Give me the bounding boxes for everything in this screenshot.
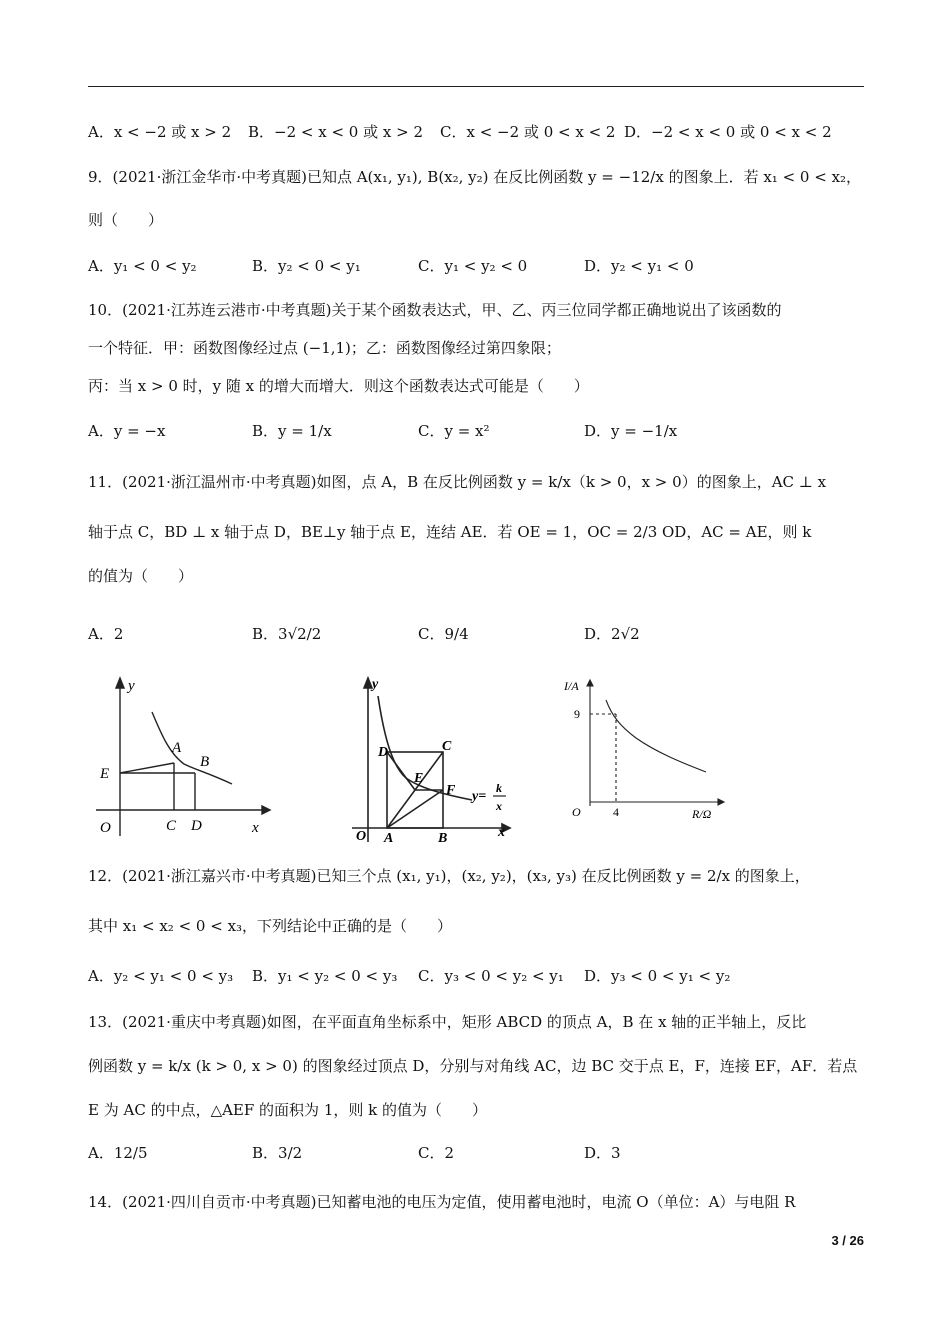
fig1-label-x: x (252, 820, 259, 836)
fig2-label-a: A (384, 831, 394, 846)
q11-option-a: A．2 (88, 625, 124, 643)
q13-line-2: 例函数 y = k/x (k > 0, x > 0) 的图象经过顶点 D，分别与对角线 AC，边 BC 交于点 E，F，连接 EF，AF．若点 (88, 1057, 858, 1075)
fig2-label-c: C (442, 739, 452, 754)
fig1-label-d: D (191, 818, 202, 834)
q12-option-a: A．y₂ < y₁ < 0 < y₃ (88, 967, 234, 985)
fig3-label-o: O (572, 805, 581, 819)
fig1-label-c: C (166, 818, 177, 834)
q10-option-a: A．y = −x (88, 422, 166, 440)
fig3-tick-9: 9 (574, 707, 580, 721)
fig2-fn-num: k (496, 781, 502, 795)
q11-line-2: 轴于点 C，BD ⊥ x 轴于点 D，BE⊥y 轴于点 E，连结 AE．若 OE = 1，OC = 2/3 OD，AC = AE，则 k (88, 523, 812, 541)
q8-option-d: D．−2 < x < 0 或 0 < x < 2 (624, 123, 832, 141)
q13-option-b: B．3/2 (252, 1144, 303, 1162)
q12-option-b: B．y₁ < y₂ < 0 < y₃ (252, 967, 398, 985)
fig1-label-a: A (172, 740, 182, 756)
figure-2-graph (348, 676, 516, 846)
q11-line-1: 11．(2021·浙江温州市·中考真题)如图，点 A，B 在反比例函数 y = k/x（k > 0，x > 0）的图象上，AC ⊥ x (88, 473, 827, 491)
figure-1-graph (92, 676, 272, 842)
q13-option-a: A．12/5 (88, 1144, 148, 1162)
q12-option-d: D．y₃ < 0 < y₁ < y₂ (584, 967, 731, 985)
q11-line-3: 的值为（ ） (88, 567, 194, 585)
fig2-label-f: F (446, 783, 456, 798)
q10-option-c: C．y = x² (418, 422, 490, 440)
q13-option-c: C．2 (418, 1144, 455, 1162)
fig1-label-e: E (100, 766, 110, 782)
q10-line-2: 一个特征．甲：函数图像经过点 (−1,1)；乙：函数图像经过第四象限； (88, 339, 561, 357)
fig2-label-b: B (438, 831, 448, 846)
q12-option-c: C．y₃ < 0 < y₂ < y₁ (418, 967, 564, 985)
fig2-label-x: x (498, 825, 505, 840)
fig3-label-x: R/Ω (692, 807, 712, 821)
q10-line-3: 丙：当 x > 0 时，y 随 x 的增大而增大．则这个函数表达式可能是（ ） (88, 377, 589, 395)
q10-line-1: 10．(2021·江苏连云港市·中考真题)关于某个函数表达式，甲、乙、丙三位同学都正确地说出了该函数的 (88, 301, 782, 319)
page-number: 3 / 26 (831, 1233, 864, 1248)
q9-stem-2: 则（ ） (88, 211, 164, 229)
fig3-label-y: I/A (564, 679, 579, 693)
q8-option-a: A．x < −2 或 x > 2 (88, 123, 232, 141)
q11-option-c: C．9/4 (418, 625, 469, 643)
q8-option-c: C．x < −2 或 0 < x < 2 (440, 123, 616, 141)
q14-line-1: 14．(2021·四川自贡市·中考真题)已知蓄电池的电压为定值，使用蓄电池时，电流 O（单位：A）与电阻 R (88, 1193, 796, 1211)
q11-option-d: D．2√2 (584, 625, 640, 643)
fig2-label-o: O (356, 829, 367, 844)
q11-option-b: B．3√2/2 (252, 625, 322, 643)
q13-line-1: 13．(2021·重庆中考真题)如图，在平面直角坐标系中，矩形 ABCD 的顶点 A，B 在 x 轴的正半轴上，反比 (88, 1013, 807, 1031)
q9-option-b: B．y₂ < 0 < y₁ (252, 257, 361, 275)
fig2-label-d: D (378, 745, 389, 760)
q12-line-1: 12．(2021·浙江嘉兴市·中考真题)已知三个点 (x₁, y₁)，(x₂, y₂)，(x₃, y₃) 在反比例函数 y = 2/x 的图象上， (88, 867, 810, 885)
fig2-label-e: E (414, 771, 424, 786)
header-rule (88, 86, 864, 87)
fig2-fn-den: x (496, 799, 502, 813)
q9-stem: 9．(2021·浙江金华市·中考真题)已知点 A(x₁, y₁), B(x₂, y₂) 在反比例函数 y = −12/x 的图象上．若 x₁ < 0 < x₂， (88, 168, 862, 186)
fig1-label-b: B (200, 754, 210, 770)
q9-option-c: C．y₁ < y₂ < 0 (418, 257, 528, 275)
q10-option-d: D．y = −1/x (584, 422, 678, 440)
q8-option-b: B．−2 < x < 0 或 x > 2 (248, 123, 423, 141)
fig2-label-y: y (372, 677, 379, 692)
fig1-label-o: O (100, 820, 111, 836)
q9-option-a: A．y₁ < 0 < y₂ (88, 257, 197, 275)
fig2-fn-lhs: y= (472, 789, 487, 804)
q12-line-2: 其中 x₁ < x₂ < 0 < x₃，下列结论中正确的是（ ） (88, 917, 453, 935)
q9-option-d: D．y₂ < y₁ < 0 (584, 257, 694, 275)
q10-option-b: B．y = 1/x (252, 422, 332, 440)
fig1-label-y: y (128, 678, 135, 694)
q13-option-d: D．3 (584, 1144, 621, 1162)
figure-3-graph (560, 676, 730, 826)
fig3-tick-4: 4 (613, 805, 619, 819)
q13-line-3: E 为 AC 的中点，△AEF 的面积为 1，则 k 的值为（ ） (88, 1101, 487, 1119)
